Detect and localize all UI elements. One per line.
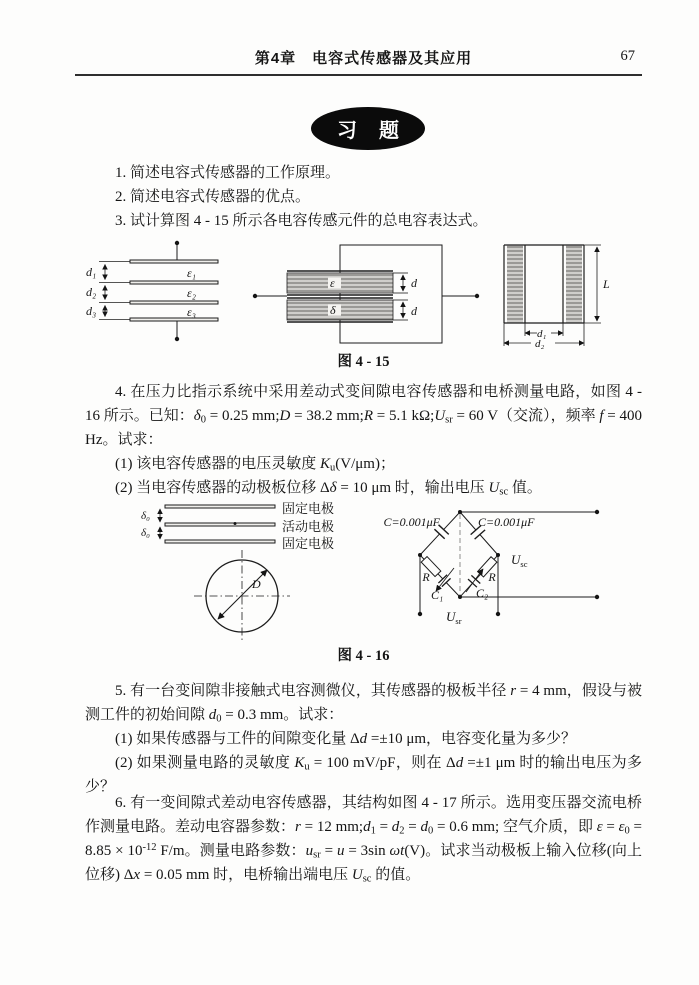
question-4	[85, 380, 642, 500]
fig415-eps2-label: ε₂	[187, 286, 196, 300]
fig415-delta-label: δ	[330, 303, 336, 317]
fig416-cap-right-label: C=0.001μF	[478, 515, 535, 529]
fig415-L-label: L	[603, 277, 610, 291]
page-number: 67	[620, 48, 635, 64]
question-5-item1: (1) 如果传感器与工件的间隙变化量 Δd =±10 μm，电容变化量为多少？	[115, 731, 577, 747]
question-5-intro: 5. 有一台变间隙非接触式电容测微仪，其传感器的极板半径 r = 4 mm，假设与被测工件的初始间隙 $d_0 = 0.3$ mm。试求：	[85, 683, 642, 725]
fig416-plate-top-label: 固定电极	[282, 501, 335, 516]
question-6	[85, 791, 642, 887]
fig416-cap-left-label: C=0.001μF	[383, 515, 440, 529]
fig415-rd2-label: d₂	[535, 338, 545, 350]
badge-char-1: 习	[337, 120, 357, 142]
fig416-plate-bottom-label: 固定电极	[282, 536, 335, 551]
fig416-diameter-label: D	[252, 577, 261, 591]
fig416-bridge-circuit	[384, 507, 600, 626]
question-1-text: 1. 简述电容式传感器的工作原理。	[115, 165, 341, 181]
question-4-intro: 4. 在压力比指示系统中采用差动式变间隙电容传感器和电桥测量电路，如图 4 - 16 所示。已知：$\delta_0 = 0.25$ mm;D = 38.2 mm;R = 5.1 $k\Omega;U_{sr} = 60$ V（交流），频率 f = 400 Hz。试求：	[85, 384, 642, 448]
question-3-text: 3. 试计算图 4 - 15 所示各电容传感元件的总电容表达式。	[115, 213, 488, 229]
fig416-usc-label: $U_{sc}$	[511, 552, 528, 569]
fig416-gap1-label: δ₀	[141, 510, 150, 522]
fig416-c1-label: C₁	[431, 588, 444, 602]
chapter-heading: 第4章 电容式传感器及其应用	[254, 50, 473, 67]
fig416-sensor-circle	[194, 550, 290, 640]
fig415-d2-label: d₂	[86, 285, 97, 299]
question-4-item1: (1) 该电容传感器的电压灵敏度 $K_u(V/\mu m)$；	[115, 456, 395, 474]
question-6-intro: 6. 有一变间隙式差动电容传感器，其结构如图 4 - 17 所示。选用变压器交流电桥作测量电路。差动电容器参数：r = 12 $mm;d_1 = d_2 = d_0 = 0.6$ mm; 空气介质，即 $\varepsilon = \varepsilon_0 = 8.85 \times 10^{-12}$ F/m。测量电路参数：$u_{sr} = u = 3\sin$ ωt(V)。试求当动极板上输入位移(向上位移) Δx = 0.05 mm 时，电桥输出端电压 $U_{sc}$ 的值。	[85, 795, 643, 885]
badge-char-2: 题	[379, 120, 399, 142]
question-4-item2: (2) 当电容传感器的动极板位移 Δδ = 10 μm 时，输出电压 $U_{sc}$ 值。	[115, 480, 542, 498]
fig416-plate-mid-label: 活动电极	[282, 519, 335, 534]
fig415-eps3-label: ε₃	[187, 305, 196, 319]
question-2	[85, 185, 642, 209]
question-5-item2: (2) 如果测量电路的灵敏度 $K_u = 100$ mV/pF，则在 Δd =±1 μm 时的输出电压为多少？	[85, 755, 642, 795]
figure-4-16-caption: 图 4 - 16	[337, 648, 390, 664]
fig416-c2-label: C₂	[476, 586, 489, 600]
fig415-middle-layered-capacitor	[253, 245, 479, 343]
fig416-usr-label: $U_{sr}$	[446, 609, 462, 626]
fig416-r-right-label: R	[488, 570, 496, 584]
figure-4-15	[85, 238, 642, 351]
fig415-d1-label: d₁	[86, 265, 97, 279]
fig415-right-cylindrical-capacitor	[504, 245, 610, 350]
content-column	[85, 0, 642, 985]
question-2-text: 2. 简述电容式传感器的优点。	[115, 189, 311, 205]
figure-4-15-caption: 图 4 - 15	[337, 354, 390, 370]
fig415-d3-label: d₃	[86, 304, 97, 318]
fig415-eps1-label: ε₁	[187, 266, 196, 280]
fig415-eps-label: ε	[330, 276, 335, 290]
fig415-rd1-label: d₁	[537, 328, 547, 340]
fig416-sensor-plates	[141, 501, 334, 551]
fig415-left-stacked-capacitor	[86, 241, 218, 341]
fig416-gap2-label: δ₀	[141, 527, 150, 539]
fig415-dtop-label: d	[411, 276, 417, 290]
question-5	[85, 679, 642, 799]
question-3	[85, 209, 642, 233]
figure-4-16	[130, 500, 610, 642]
fig415-dbottom-label: d	[411, 304, 417, 318]
question-1	[85, 161, 642, 185]
fig416-r-left-label: R	[422, 570, 430, 584]
